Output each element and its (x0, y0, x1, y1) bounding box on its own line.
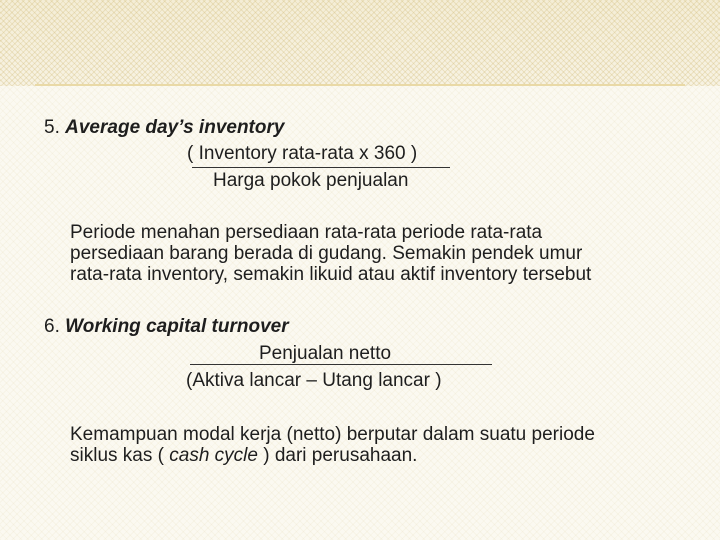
section-5-heading (44, 117, 284, 139)
section-5-title: Average day’s inventory (65, 117, 285, 138)
section-5-fraction-bar (192, 167, 450, 168)
section-5-number: 5. (44, 117, 60, 138)
section-6-description-line (70, 445, 595, 466)
section-6-description-text: siklus kas ( (70, 445, 170, 466)
section-5-description-line: rata-rata inventory, semakin likuid atau aktif inventory tersebut (70, 264, 592, 285)
header-divider (35, 84, 685, 86)
section-5-description (70, 222, 591, 285)
section-5-numerator: ( Inventory rata-rata x 360 ) (187, 143, 418, 164)
section-6-fraction-bar (190, 364, 492, 365)
section-5-description-line: persediaan barang berada di gudang. Semakin pendek umur (70, 243, 583, 264)
header-band (0, 0, 720, 86)
section-6-description-text: ) dari perusahaan. (257, 445, 418, 466)
section-6-description-italic: cash cycle (169, 445, 258, 466)
section-6-denominator: (Aktiva lancar – Utang lancar ) (186, 370, 442, 391)
section-6-numerator: Penjualan netto (259, 343, 392, 364)
section-6-description-line: Kemampuan modal kerja (netto) berputar dalam suatu periode (70, 424, 595, 445)
section-6-heading (44, 316, 289, 338)
section-6-title: Working capital turnover (65, 316, 289, 337)
section-5-description-line: Periode menahan persediaan rata-rata periode rata-rata (70, 222, 543, 243)
section-6-description (70, 424, 595, 466)
section-6-number: 6. (44, 316, 60, 337)
section-5-denominator: Harga pokok penjualan (213, 170, 409, 191)
